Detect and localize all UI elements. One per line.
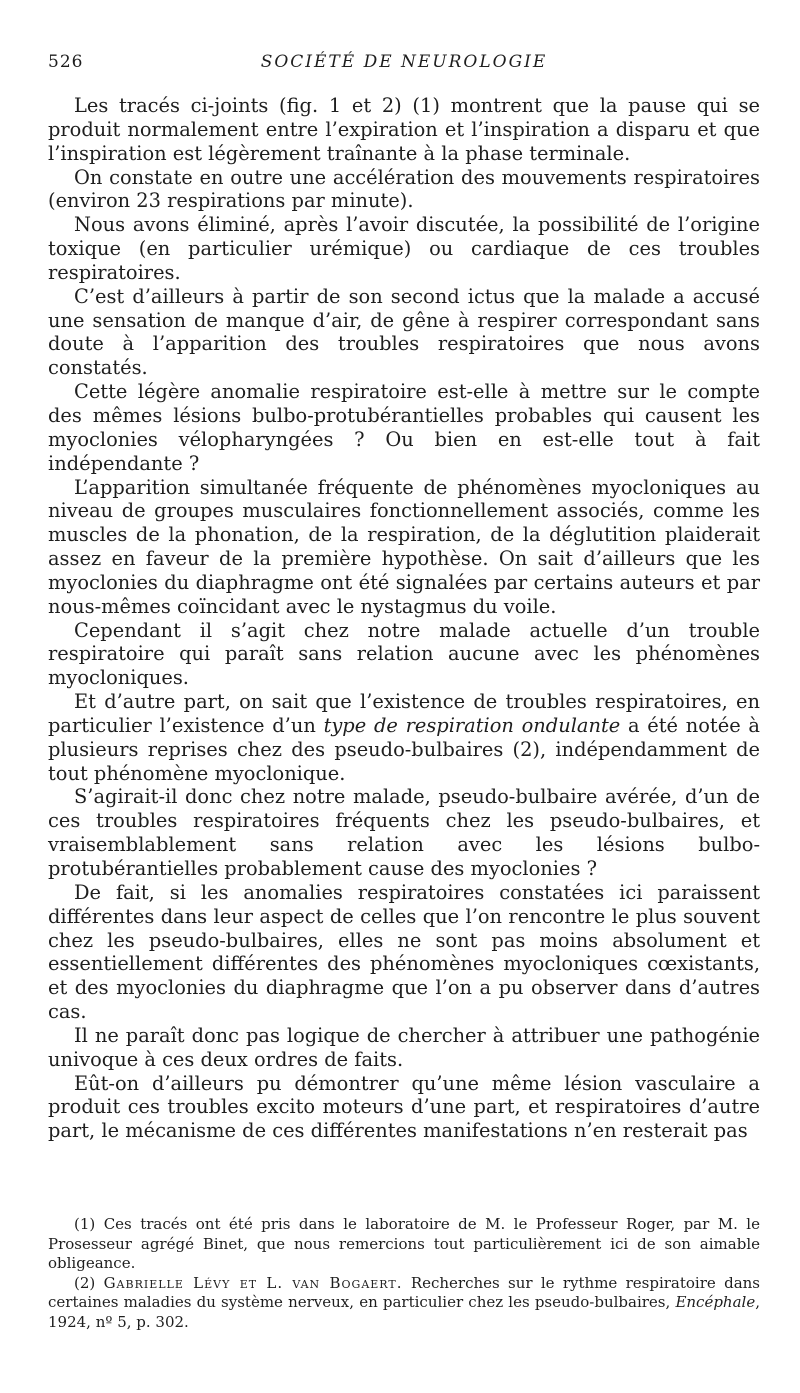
paragraph-text: a été notée à plusieurs reprises chez des pseudo-bulbaires (2), indépendamment de tout phénomène myoclonique. bbox=[48, 713, 760, 785]
page-number: 526 bbox=[48, 52, 84, 72]
paragraph: Cependant il s’agit chez notre malade actuelle d’un trouble respiratoire qui paraît sans relation aucune avec les phénomènes myocloniques. bbox=[48, 618, 760, 690]
paragraph: De fait, si les anomalies respiratoires constatées ici paraissent différentes dans leur aspect de celles que l’on rencontre le plus souvent chez les pseudo-bulbaires, elles ne sont pas moins absolument et essentiellement différentes des phénomènes myocloniques cœxistants, et des myoclonies du diaphragme que l’on a pu observer dans d’autres cas. bbox=[48, 880, 760, 1024]
paragraph: L’apparition simultanée fréquente de phénomènes myocloniques au niveau de groupes musculaires fonctionnellement associés, comme les muscles de la phonation, de la respiration, de la déglutition plaiderait assez en faveur de la première hypothèse. On sait d’ailleurs que les myoclonies du diaphragme ont été signalées par certains auteurs et par nous-mêmes coïncidant avec le nystagmus du voile. bbox=[48, 475, 760, 618]
footnote-authors: Gabrielle Lévy et L. van Bogaert. bbox=[103, 1273, 403, 1292]
emphasized-phrase: type de respiration ondulante bbox=[323, 713, 621, 737]
paragraph: Nous avons éliminé, après l’avoir discutée, la possibilité de l’origine toxique (en particulier urémique) ou cardiaque de ces troubles respiratoires. bbox=[48, 213, 760, 284]
paragraph: S’agirait-il donc chez notre malade, pseudo-bulbaire avérée, d’un de ces troubles respiratoires fréquents chez les pseudo-bulbaires, et vraisemblablement sans relation avec les lésions bulbo-protubérantielles probablement cause des myoclonies ? bbox=[48, 785, 760, 880]
paragraph bbox=[48, 690, 760, 785]
footnotes bbox=[48, 1215, 760, 1332]
footnote-marker: (2) bbox=[74, 1273, 104, 1292]
running-title: SOCIÉTÉ DE NEUROLOGIE bbox=[260, 52, 548, 72]
paragraph: Les tracés ci-joints (fig. 1 et 2) (1) montrent que la pause qui se produit normalement entre l’expiration et l’inspiration a disparu et que l’inspiration est légèrement traînante à la phase terminale. bbox=[48, 94, 760, 165]
body-text bbox=[48, 94, 760, 1143]
paragraph: C’est d’ailleurs à partir de son second ictus que la malade a accusé une sensation de manque d’air, de gêne à respirer correspondant sans doute à l’apparition des troubles respiratoires que nous avons constatés. bbox=[48, 284, 760, 380]
footnote-reference: , 1924, nº 5, p. 302. bbox=[48, 1293, 760, 1331]
page-header bbox=[48, 52, 760, 80]
paragraph: Eût-on d’ailleurs pu démontrer qu’une même lésion vasculaire a produit ces troubles excito moteurs d’une part, et respiratoires d’autre part, le mécanisme de ces différentes manifestations n’en resterait pas bbox=[48, 1071, 760, 1143]
paragraph-text: Et d’autre part, on sait que l’existence de troubles respiratoires, en particulier l’existence d’un bbox=[48, 690, 760, 737]
footnote-journal: Encéphale bbox=[675, 1293, 756, 1311]
footnote-title: Recherches sur le rythme respiratoire dans certaines maladies du système nerveux, en particulier chez les pseudo-bulbaires, bbox=[48, 1273, 760, 1311]
paragraph: On constate en outre une accélération des mouvements respiratoires (environ 23 respirations par minute). bbox=[48, 165, 760, 213]
footnote: (1) Ces tracés ont été pris dans le laboratoire de M. le Professeur Roger, par M. le Prosesseur agrégé Binet, que nous remercions tout particulièrement ici de son aimable obligeance. bbox=[48, 1215, 760, 1272]
paragraph: Il ne paraît donc pas logique de chercher à attribuer une pathogénie univoque à ces deux ordres de faits. bbox=[48, 1023, 760, 1071]
paragraph: Cette légère anomalie respiratoire est-elle à mettre sur le compte des mêmes lésions bulbo-protubérantielles probables qui causent les myoclonies vélopharyngées ? Ou bien en est-elle tout à fait indépendante ? bbox=[48, 380, 760, 475]
footnote bbox=[48, 1274, 760, 1333]
